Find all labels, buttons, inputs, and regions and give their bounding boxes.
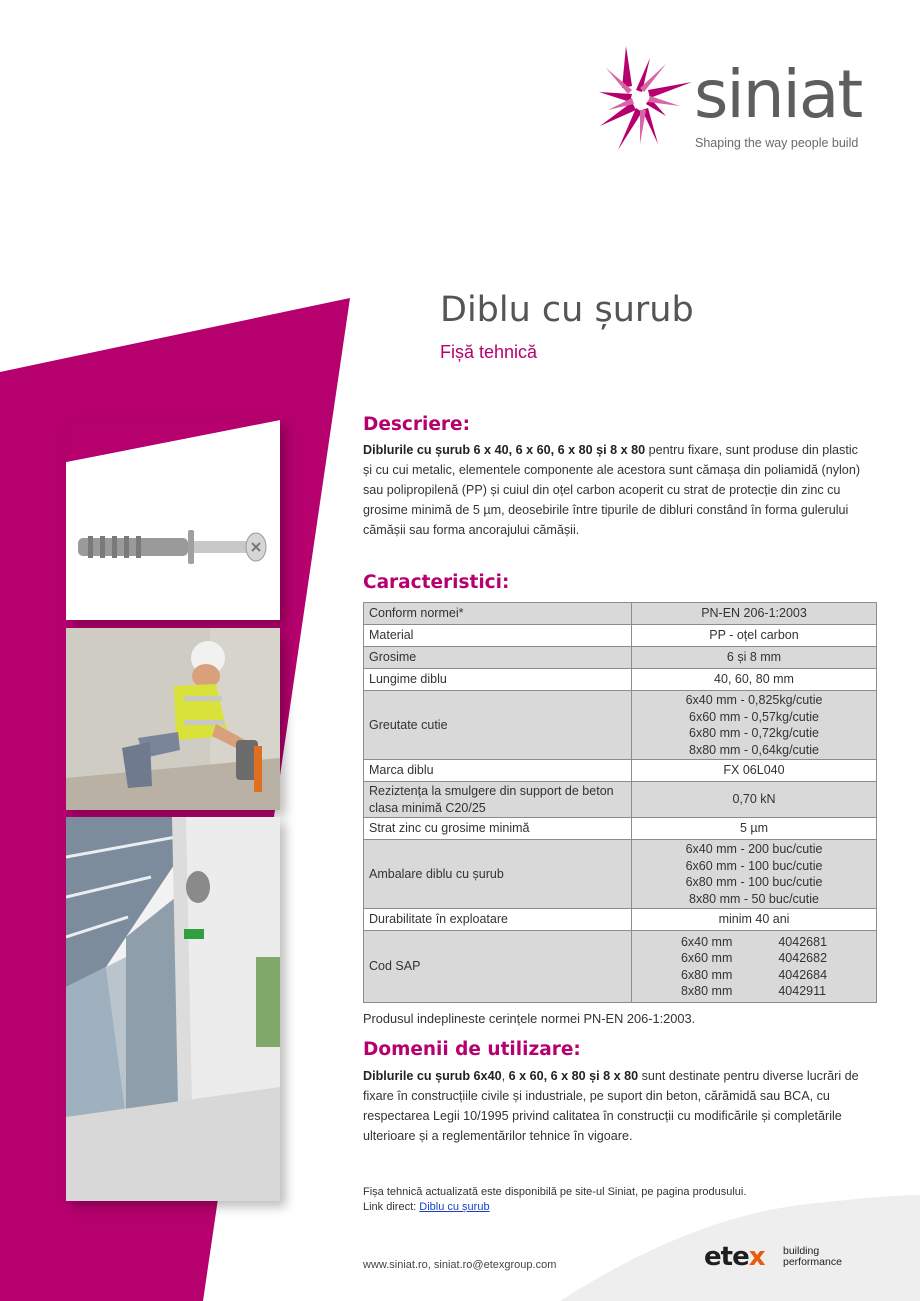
domenii-bold-a: Diblurile cu șurub 6x40: [363, 1069, 502, 1083]
weight-line: 6x60 mm - 0,57kg/cutie: [689, 709, 819, 724]
table-cell-value: minim 40 ani: [632, 909, 877, 931]
page-subtitle: Fișă tehnică: [440, 342, 538, 362]
sap-codes-column: [778, 934, 827, 1000]
weight-line: 8x80 mm - 0,64kg/cutie: [689, 742, 819, 757]
section-heading-descriere: Descriere:: [363, 414, 470, 435]
product-photo: [66, 420, 280, 620]
domenii-text: sunt destinate pentru diverse lucrări de fixare în construcțiile civile și industriale, pe suport din beton, cărămidă sau BCA, cu respectarea Legii 10/1995 privind calitatea în construcții cu modificările și completările ulterioare și a reglementărilor tehnice în vigoare.: [363, 1069, 859, 1143]
descriere-paragraph: [363, 440, 863, 540]
logo-tagline: Shaping the way people build: [695, 136, 859, 150]
sap-code: 4042682: [778, 951, 828, 965]
norm-note: Produsul indeplineste cerințele normei PN-EN 206-1:2003.: [363, 1011, 696, 1026]
worker-photo: [66, 628, 280, 810]
table-row: [364, 625, 877, 647]
table-cell-label: Durabilitate în exploatare: [364, 909, 632, 931]
sap-size: 6x80 mm: [680, 967, 733, 982]
product-link[interactable]: Diblu cu șurub: [419, 1201, 490, 1213]
footer-contact: www.siniat.ro, siniat.ro@etexgroup.com: [363, 1259, 557, 1271]
table-row: [364, 760, 877, 782]
table-cell-label: Marca diblu: [364, 760, 632, 782]
table-row: [364, 840, 877, 909]
table-cell-label: Conform normei*: [364, 603, 632, 625]
table-cell-label: Ambalare diblu cu șurub: [364, 840, 632, 909]
weight-line: 6x80 mm - 0,72kg/cutie: [689, 726, 819, 740]
table-cell-label: Lungime diblu: [364, 669, 632, 691]
packaging-line: 6x60 mm - 100 buc/cutie: [685, 858, 823, 873]
etex-logo-x: x: [748, 1242, 765, 1272]
table-cell-label: Reziztența la smulgere din support de beton clasa minimă C20/25: [364, 782, 632, 818]
sap-sizes-column: [681, 934, 732, 1000]
table-cell-value: FX 06L040: [632, 760, 877, 782]
corridor-photo: [66, 817, 280, 1201]
siniat-star-icon: [596, 46, 696, 154]
table-cell-value: 0,70 kN: [632, 782, 877, 818]
sap-size: 6x60 mm: [680, 951, 733, 965]
corridor-image: [66, 817, 280, 1201]
table-row: [364, 603, 877, 625]
domenii-bold-b: 6 x 60, 6 x 80 și 8 x 80: [508, 1069, 639, 1083]
table-row: [364, 931, 877, 1003]
table-cell-label: Cod SAP: [364, 931, 632, 1003]
packaging-line: 6x40 mm - 200 buc/cutie: [685, 842, 823, 856]
table-row: [364, 782, 877, 818]
table-cell-value: 6 și 8 mm: [632, 647, 877, 669]
table-row: [364, 669, 877, 691]
etex-logo-subtitle: [783, 1246, 842, 1268]
sap-code: 4042684: [778, 967, 828, 982]
table-cell-value: [632, 931, 877, 1003]
table-row: [364, 647, 877, 669]
table-row: [364, 818, 877, 840]
descriere-bold-lead: Diblurile cu șurub 6 x 40, 6 x 60, 6 x 80 și 8 x 80: [363, 443, 646, 457]
table-cell-value: 5 µm: [632, 818, 877, 840]
table-cell-label: Material: [364, 625, 632, 647]
availability-note: [363, 1185, 746, 1215]
domenii-sep: ,: [501, 1069, 509, 1083]
table-row: [364, 909, 877, 931]
etex-line-2: performance: [783, 1256, 842, 1268]
etex-logo-prefix: ete: [704, 1242, 749, 1272]
etex-logo: [704, 1244, 764, 1270]
direct-link-line: [363, 1200, 746, 1215]
availability-text: Fișa tehnică actualizată este disponibilă pe site-ul Siniat, pe pagina produsului.: [363, 1186, 747, 1198]
table-cell-label: Greutate cutie: [364, 691, 632, 760]
sap-code: 4042681: [778, 934, 828, 949]
packaging-line: 6x80 mm - 100 buc/cutie: [685, 875, 823, 889]
link-label: Link direct:: [363, 1201, 420, 1213]
characteristics-table: [363, 602, 877, 1003]
page-title: Diblu cu șurub: [440, 290, 694, 330]
descriere-text: pentru fixare, sunt produse din plastic și cu cui metalic, elementele componente ale acestora sunt cămașa din poliamidă (nylon) sau polipropilenă (PP) și cuiul din oțel carbon acoperit cu strat de protecție din zinc cu grosime minimă de 5 µm, deosebirile între tipurile de dibluri constând în forma gulerului cămășii sau forma ancorajului cămășii.: [363, 443, 861, 537]
table-cell-value: [632, 840, 877, 909]
siniat-logo: siniat: [694, 56, 862, 133]
worker-image: [66, 628, 280, 810]
table-cell-label: Grosime: [364, 647, 632, 669]
table-row: [364, 691, 877, 760]
etex-line-1: building: [783, 1245, 820, 1257]
sap-code: 4042911: [778, 984, 827, 998]
table-cell-label: Strat zinc cu grosime minimă: [364, 818, 632, 840]
sap-size: 6x40 mm: [680, 934, 733, 949]
table-cell-value: [632, 691, 877, 760]
section-heading-domenii: Domenii de utilizare:: [363, 1039, 581, 1060]
weight-line: 6x40 mm - 0,825kg/cutie: [685, 693, 823, 707]
domenii-paragraph: [363, 1066, 868, 1146]
packaging-line: 8x80 mm - 50 buc/cutie: [689, 891, 819, 906]
sap-size: 8x80 mm: [680, 984, 733, 998]
section-heading-caracteristici: Caracteristici:: [363, 572, 510, 593]
table-cell-value: PP - oțel carbon: [632, 625, 877, 647]
table-cell-value: PN-EN 206-1:2003: [632, 603, 877, 625]
sap-codes: [637, 934, 871, 1000]
anchor-screw-image: [66, 420, 280, 620]
table-cell-value: 40, 60, 80 mm: [632, 669, 877, 691]
